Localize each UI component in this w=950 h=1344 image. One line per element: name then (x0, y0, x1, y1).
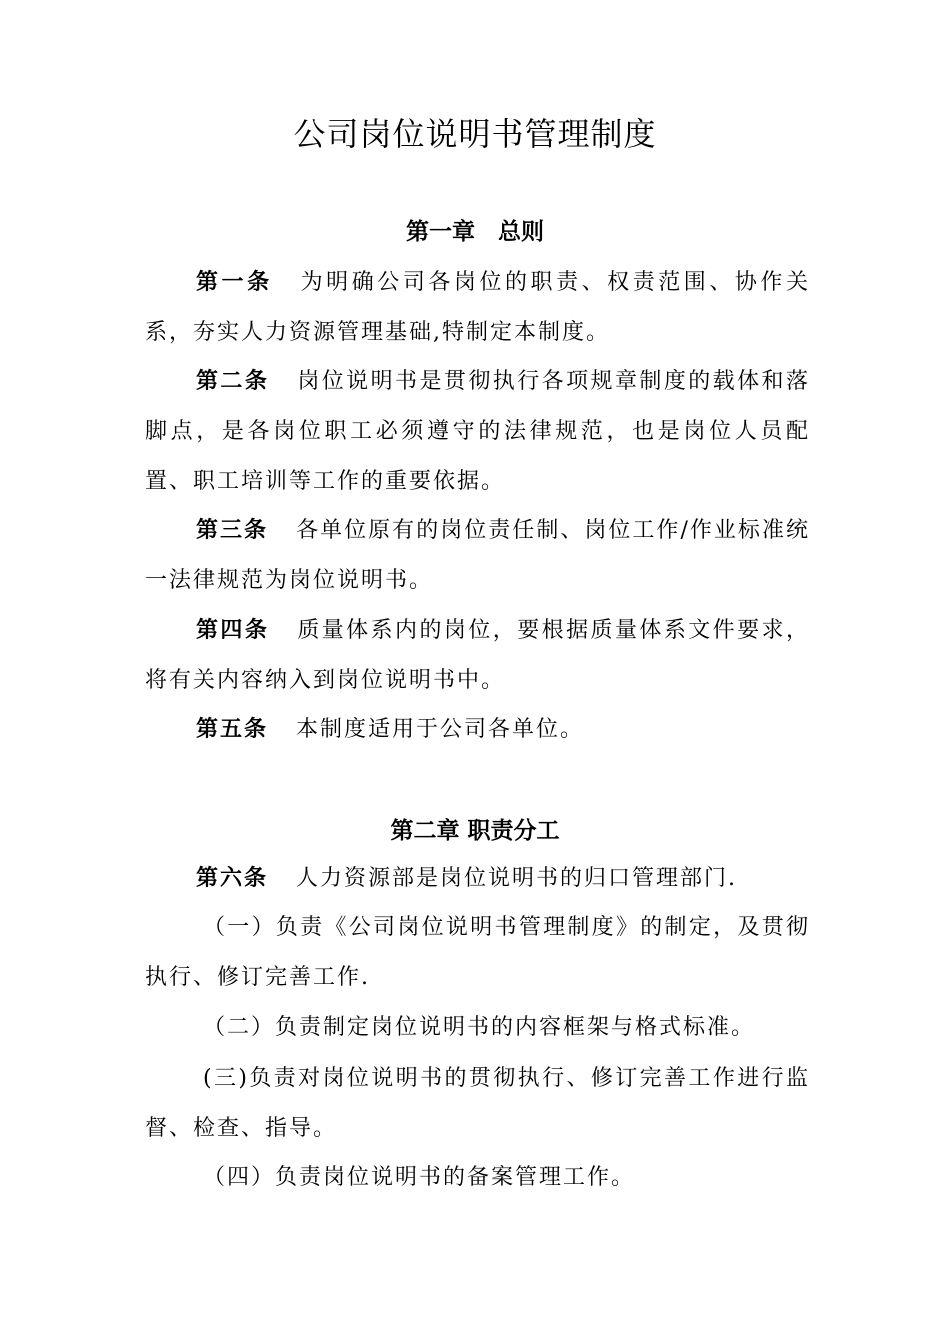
article-6 (145, 854, 810, 904)
article-text: 岗位说明书是贯彻执行各项规章制度的载体和落脚点，是各岗位职工必须遵守的法律规范，也是岗位人员配置、职工培训等工作的重要依据。 (145, 369, 810, 494)
document-title: 公司岗位说明书管理制度 (293, 115, 657, 153)
article-2 (145, 357, 810, 507)
article-5 (145, 705, 810, 755)
article-text: 各单位原有的岗位责任制、岗位工作/作业标准统一法律规范为岗位说明书。 (145, 518, 810, 593)
chapter-heading-2: 第二章 职责分工 (390, 818, 560, 844)
article-label: 第六条 (196, 866, 269, 891)
article-label: 第五条 (196, 717, 269, 742)
article-label: 第二条 (196, 369, 270, 394)
chapter-heading-1: 第一章 总则 (406, 219, 544, 245)
article-label: 第三条 (196, 518, 269, 543)
article-4 (145, 606, 810, 706)
list-item: （二）负责制定岗位说明书的内容框架与格式标准。 (203, 1015, 756, 1040)
list-item: （一）负责《公司岗位说明书管理制度》的制定，及贯彻执行、修订完善工作. (145, 915, 810, 990)
article-label: 第四条 (196, 618, 270, 643)
list-item: (三)负责对岗位说明书的贯彻执行、修订完善工作进行监督、检查、指导。 (145, 1066, 810, 1141)
article-text: 本制度适用于公司各单位。 (296, 717, 585, 742)
article-text: 为明确公司各岗位的职责、权责范围、协作关系，夯实人力资源管理基础,特制定本制度。 (145, 270, 810, 345)
list-item: （四）负责岗位说明书的备案管理工作。 (203, 1165, 636, 1190)
article-3 (145, 506, 810, 606)
article-text: 人力资源部是岗位说明书的归口管理部门. (296, 866, 738, 891)
article-text: 质量体系内的岗位，要根据质量体系文件要求，将有关内容纳入到岗位说明书中。 (145, 618, 810, 693)
article-label: 第一条 (196, 270, 273, 295)
article-1 (145, 258, 810, 358)
